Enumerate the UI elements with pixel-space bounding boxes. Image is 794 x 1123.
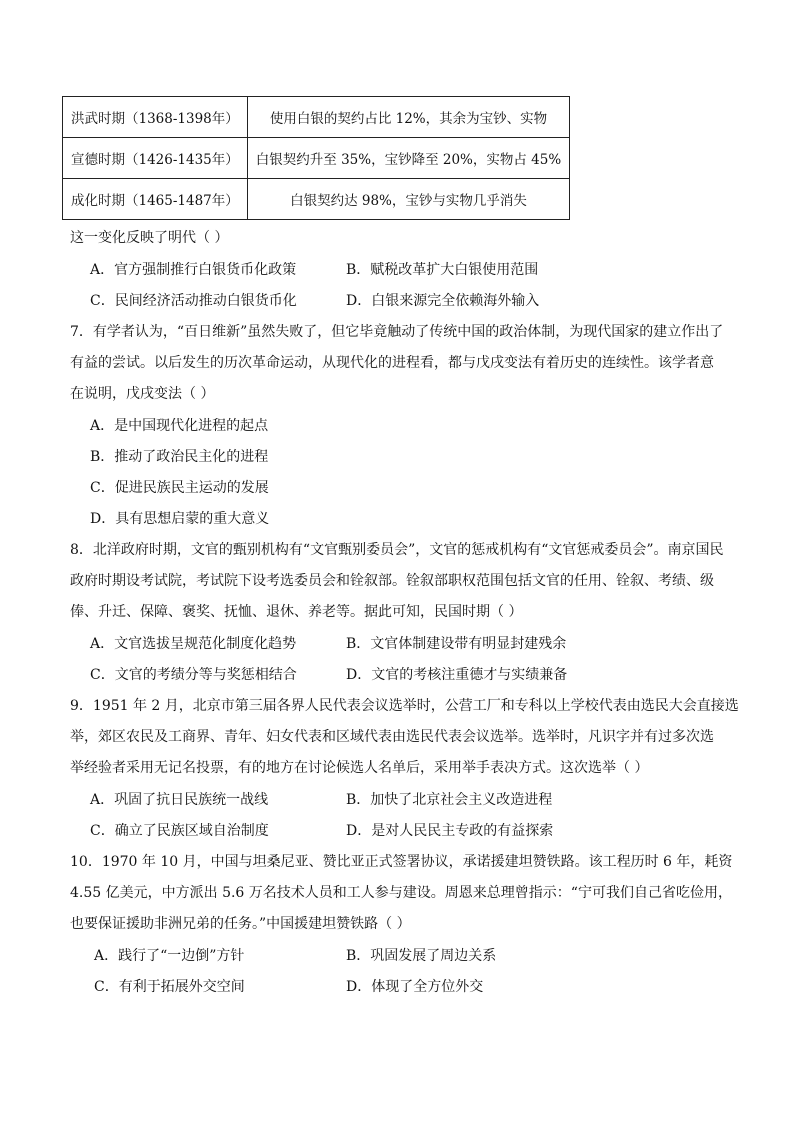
q8-option-b: B．文官体制建设带有明显封建残余 [346, 636, 567, 652]
q7-option-a: A．是中国现代化进程的起点 [90, 418, 269, 434]
table-cell-period: 宣德时期（1426-1435年） [63, 138, 248, 179]
table-cell-content: 白银契约升至 35%，宝钞降至 20%，实物占 45% [247, 138, 569, 179]
q10-option-b: B．巩固发展了周边关系 [346, 948, 497, 964]
q6-option-a: A．官方强制推行白银货币化政策 [90, 262, 297, 278]
q6-option-b: B．赋税改革扩大白银使用范围 [346, 262, 539, 278]
q8-option-c: C．文官的考绩分等与奖惩相结合 [90, 667, 297, 683]
q6-stem: 这一变化反映了明代（ ） [70, 230, 229, 246]
table-cell-content: 使用白银的契约占比 12%，其余为宝钞、实物 [247, 97, 569, 138]
q7-option-b: B．推动了政治民主化的进程 [90, 449, 269, 465]
q9-option-b: B．加快了北京社会主义改造进程 [346, 792, 553, 808]
q10-option-d: D．体现了全方位外交 [346, 979, 484, 995]
table-row [63, 97, 570, 138]
silver-contract-table [62, 96, 570, 220]
q8-line-3: 俸、升迁、保障、褒奖、抚恤、退休、养老等。据此可知，民国时期（ ） [70, 604, 523, 620]
q10-line-2: 4.55 亿美元，中方派出 5.6 万名技术人员和工人参与建设。周恩来总理曾指示：“宁可我们自己省吃俭用， [70, 885, 732, 901]
q9-option-a: A．巩固了抗日民族统一战线 [90, 792, 269, 808]
q6-option-d: D．白银来源完全依赖海外输入 [346, 293, 540, 309]
q8-option-d: D．文官的考核注重德才与实绩兼备 [346, 667, 568, 683]
q8-line-1: 8．北洋政府时期，文官的甄别机构有“文官甄别委员会”，文官的惩戒机构有“文官惩戒委员会”。南京国民 [70, 542, 724, 558]
q8-line-2: 政府时期设考试院，考试院下设考选委员会和铨叙部。铨叙部职权范围包括文官的任用、铨叙、考绩、级 [70, 573, 714, 589]
q7-line-3: 在说明，戊戌变法（ ） [70, 386, 215, 402]
q7-option-d: D．具有思想启蒙的重大意义 [90, 511, 270, 527]
q9-option-d: D．是对人民民主专政的有益探索 [346, 823, 554, 839]
table-row [63, 138, 570, 179]
q9-line-3: 举经验者采用无记名投票，有的地方在讨论候选人名单后，采用举手表决方式。这次选举（ ） [70, 760, 649, 776]
q9-line-1: 9．1951 年 2 月，北京市第三届各界人民代表会议选举时，公营工厂和专科以上学校代表由选民大会直接选 [70, 698, 739, 714]
q7-option-c: C．促进民族民主运动的发展 [90, 480, 269, 496]
q7-line-1: 7．有学者认为，“百日维新”虽然失败了，但它毕竟触动了传统中国的政治体制，为现代国家的建立作出了 [70, 324, 724, 340]
q10-line-3: 也要保证援助非洲兄弟的任务。”中国援建坦赞铁路（ ） [70, 916, 411, 932]
q9-line-2: 举，郊区农民及工商界、青年、妇女代表和区域代表由选民代表会议选举。选举时，凡识字并有过多次选 [70, 729, 714, 745]
table-cell-period: 成化时期（1465-1487年） [63, 179, 248, 220]
table-row [63, 179, 570, 220]
q7-line-2: 有益的尝试。以后发生的历次革命运动，从现代化的进程看，都与戊戌变法有着历史的连续性。该学者意 [70, 355, 714, 371]
q10-line-1: 10．1970 年 10 月，中国与坦桑尼亚、赞比亚正式签署协议，承诺援建坦赞铁路。该工程历时 6 年，耗资 [70, 854, 733, 870]
q10-option-a: A．践行了“一边倒”方针 [94, 948, 245, 964]
q8-option-a: A．文官选拔呈规范化制度化趋势 [90, 636, 297, 652]
table-cell-content: 白银契约达 98%，宝钞与实物几乎消失 [247, 179, 569, 220]
q6-option-c: C．民间经济活动推动白银货币化 [90, 293, 297, 309]
table-cell-period: 洪武时期（1368-1398年） [63, 97, 248, 138]
q9-option-c: C．确立了民族区域自治制度 [90, 823, 269, 839]
q10-option-c: C．有利于拓展外交空间 [94, 979, 245, 995]
